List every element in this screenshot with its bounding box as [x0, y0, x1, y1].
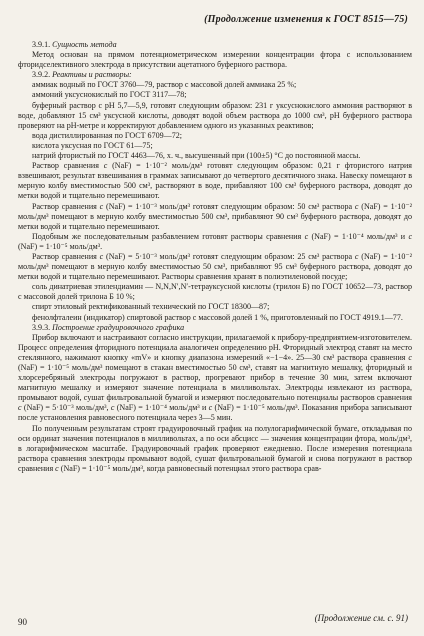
italic-text: c	[110, 403, 115, 413]
running-header: (Продолжение изменения к ГОСТ 8515—75)	[204, 14, 408, 25]
document-page	[18, 0, 412, 636]
italic-text: c	[354, 201, 359, 211]
paragraph	[18, 141, 412, 151]
paragraph	[18, 424, 412, 474]
paragraph	[18, 333, 412, 424]
paragraph	[18, 70, 412, 80]
text-run: (NaF) = 1·10⁻⁵ моль/дм³, когда равновесный потенциал этого раствора срав-	[58, 463, 322, 473]
page-number: 90	[18, 617, 27, 627]
text-run: вода дистиллированная по ГОСТ 6709—72;	[32, 130, 182, 140]
paragraph	[18, 90, 412, 100]
text-run: Раствор сравнения	[32, 251, 100, 261]
text-run: натрий фтористый по ГОСТ 4463—76, х. ч., высушенный при (100±5) °С до постоянной массы.	[32, 151, 361, 161]
italic-text: c	[408, 231, 413, 241]
paragraph	[18, 232, 412, 252]
italic-text: c	[304, 231, 309, 241]
text-run: (NaF) = 1·10⁻⁵ моль/дм³.	[18, 241, 103, 251]
text-run: 3.9.2.	[32, 70, 53, 80]
text-run: Подобным же последовательным разбавлением готовят растворы сравнения	[32, 231, 305, 241]
italic-text: c	[18, 403, 22, 413]
paragraph	[18, 50, 412, 70]
text-run: (NaF) = 1·10⁻⁵ моль/дм³ помещают в стакан вместимостью 50 см³, ставят на магнитную мешалку, фторидный и хлорсеребряный электроды погружают в раствор, прогревают прибор в течение 30 мин, затем включают магнитную мешалку и измеряют значение потенциала в милливольтах. Электроды извлекают из раствора, промывают водой, сушат фильтровальной бумагой и измеряют последовательно потенциалы растворов сравнения	[18, 363, 412, 403]
text-run: аммоний уксуснокислый по ГОСТ 3117—78;	[32, 90, 187, 100]
italic-text: Реактивы и растворы:	[52, 70, 132, 80]
continuation-note: (Продолжение см. с. 91)	[314, 613, 408, 623]
italic-text: c	[354, 251, 359, 261]
text-run: буферный раствор с рН 5,7—5,9, готовят следующим образом: 231 г уксуснокислого аммония растворяют в воде, добавляют 15 см³ уксусной кислоты, доводят водой объем раствора до 1000 см³, рН буферного раствора проверяют на рН-метре и корректируют добавлением одного из указанных реактивов;	[18, 100, 412, 130]
text-run: спирт этиловый ректификованный технический по ГОСТ 18300—87;	[32, 302, 270, 312]
text-run: (NaF) = 1·10⁻² моль/дм³ готовят следующим образом: 0,21 г фтористого натрия взвешивают, результат взвешивания в граммах записывают до четвертого десятичного знака. Навеску помещают в мерную колбу вместимостью 500 см³, растворяют в воде, прибавляют 100 см³ буферного раствора, доводят до метки водой и тщательно перемешивают.	[18, 161, 413, 201]
text-run: (NaF) = 1·10⁻² моль/дм³ помещают в мерную колбу вместимостью 500 см³, прибавляют 90 см³ буферного раствора, доводят до метки водой и тщательно перемешивают.	[18, 201, 412, 231]
italic-text: Сущность метода	[52, 40, 117, 49]
paragraph	[18, 302, 412, 312]
paragraph	[18, 202, 412, 232]
paragraph	[18, 282, 412, 302]
italic-text: c	[99, 251, 104, 261]
paragraph	[18, 323, 412, 333]
text-run: (NaF) = 1·10⁻² моль/дм³ помещают в мерную колбу вместимостью 50 см³, прибавляют 95 см³ буферного раствора, доводят до метки водой и тщательно перемешивают. Растворы сравнения хранят в полиэтиленовой посуде;	[18, 251, 412, 282]
text-run: Метод основан на прямом потенциометрическом измерении концентрации фтора с использованием фторидселективного электрода в присутствии ацетатного буферного раствора.	[18, 50, 412, 70]
text-run: Раствор сравнения	[32, 161, 104, 171]
italic-text: c	[408, 352, 412, 362]
text-run: 3.9.1.	[32, 40, 53, 49]
italic-text: c	[99, 201, 104, 211]
text-run: аммиак водный по ГОСТ 3760—79, раствор с массовой долей аммиака 25 %;	[32, 80, 297, 90]
text-run: (NaF) = 5·10⁻³ моль/дм³,	[21, 403, 111, 413]
text-run: 3.9.3.	[32, 322, 53, 332]
paragraph	[18, 313, 412, 323]
italic-text: c	[103, 161, 108, 171]
paragraph	[18, 161, 412, 201]
text-run: Раствор сравнения	[32, 201, 100, 211]
text-run: Прибор включают и настраивают согласно инструкции, прилагаемой к прибору-предприятием-изготовителем. Процесс определения фторидного потенциала аналогичен определению рН. Фторидный электрод ставят на место стеклянного, нажимают кнопку «mV» и кнопку диапазона измерений «−1−4». 25—30 см³ раствора сравнения	[18, 332, 412, 362]
italic-text: Построение градуировочного графика	[52, 322, 185, 332]
text-run: По полученным результатам строят градуировочный график на полулогарифмической бумаге, откладывая по оси ординат значения потенциалов в милливольтах, а по оси абсцисс — значения концентрации фтора, моль/дм³, в логарифмическом масштабе. Градуировочный график проверяют ежедневно. После измерения потенциала раствора сравнения электроды промывают водой, сушат фильтровальной бумагой и снова погружают в раствор сравнения	[18, 423, 412, 473]
body-text	[18, 40, 412, 474]
text-run: кислота уксусная по ГОСТ 61—75;	[32, 140, 153, 150]
text-run: соль динатриевая этилендиамин — N,N,N′,N′-тетрауксусной кислоты (трилон Б) по ГОСТ 10652—73, раствор с массовой долей трилона Б 10 %;	[18, 282, 412, 302]
paragraph	[18, 252, 412, 282]
paragraph	[18, 101, 412, 131]
text-run: (NaF) = 1·10⁻⁵ моль/дм³. Показания прибора записывают после установления равновесного потенциала через 3—5 мин.	[18, 403, 413, 423]
text-run: (NaF) = 1·10⁻⁴ моль/дм³ и	[114, 403, 209, 413]
paragraph	[18, 80, 412, 90]
text-run: (NaF) = 1·10⁻⁴ моль/дм³ и	[308, 231, 409, 241]
italic-text: c	[55, 463, 59, 473]
paragraph	[18, 131, 412, 141]
text-run: (NaF) = 5·10⁻³ моль/дм³ готовят следующим образом: 25 см³ раствора	[103, 251, 355, 261]
paragraph	[18, 151, 412, 161]
paragraph	[18, 40, 412, 50]
italic-text: c	[208, 403, 213, 413]
text-run: (NaF) = 1·10⁻³ моль/дм³ готовят следующим образом: 50 см³ раствора	[103, 201, 355, 211]
text-run: фенолфталеин (индикатор) спиртовой раствор с массовой долей 1 %, приготовленный по ГОСТ 4919.1—77.	[32, 312, 403, 322]
